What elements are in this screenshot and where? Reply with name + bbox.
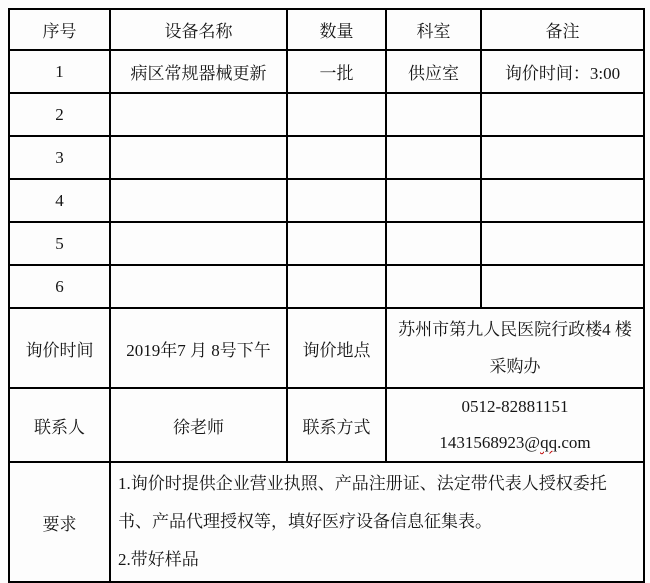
contact-method-label: 联系方式 [287, 388, 386, 462]
requirements-item1: 1.询价时提供企业营业执照、产品注册证、法定带代表人授权委托书、产品代理授权等，填好医疗设备信息征集表。 [118, 474, 607, 531]
cell-quantity: 一批 [287, 50, 386, 93]
requirements-label: 要求 [9, 462, 110, 582]
cell-serial: 6 [9, 265, 110, 308]
cell-equipment-name [110, 136, 287, 179]
contact-lines [389, 389, 641, 461]
cell-equipment-name: 病区常规器械更新 [110, 50, 287, 93]
cell-quantity [287, 136, 386, 179]
cell-department [386, 136, 481, 179]
table-header-row [9, 9, 644, 50]
cell-remark [481, 136, 644, 179]
cell-quantity [287, 265, 386, 308]
cell-quantity [287, 179, 386, 222]
table-row [9, 136, 644, 179]
cell-quantity [287, 93, 386, 136]
inquiry-time-value: 2019年7 月 8号下午 [110, 308, 287, 388]
cell-serial: 2 [9, 93, 110, 136]
inquiry-place-label: 询价地点 [287, 308, 386, 388]
contact-email [389, 425, 641, 461]
requirements-item2: 2.带好样品 [118, 550, 199, 569]
inquiry-row [9, 308, 644, 388]
cell-department [386, 179, 481, 222]
contact-person-label: 联系人 [9, 388, 110, 462]
header-department: 科室 [386, 9, 481, 50]
inquiry-place-value [386, 308, 644, 388]
requirements-value [110, 462, 644, 582]
table-row [9, 265, 644, 308]
contact-email-prefix: 1431568923@ [439, 433, 541, 452]
cell-department [386, 265, 481, 308]
cell-department [386, 93, 481, 136]
table-row [9, 50, 644, 93]
cell-remark: 询价时间：3:00 [481, 50, 644, 93]
contact-method-value [386, 388, 644, 462]
inquiry-table [8, 8, 645, 583]
header-quantity: 数量 [287, 9, 386, 50]
cell-serial: 1 [9, 50, 110, 93]
requirements-row [9, 462, 644, 582]
cell-equipment-name [110, 265, 287, 308]
cell-remark [481, 179, 644, 222]
header-equipment-name: 设备名称 [110, 9, 287, 50]
contact-email-suffix: .com [557, 433, 591, 452]
cell-remark [481, 222, 644, 265]
cell-department [386, 222, 481, 265]
header-remark: 备注 [481, 9, 644, 50]
table-row [9, 93, 644, 136]
cell-quantity [287, 222, 386, 265]
contact-email-squiggle: qq [540, 433, 558, 452]
cell-equipment-name [110, 93, 287, 136]
inquiry-place-lines [389, 311, 641, 385]
cell-serial: 5 [9, 222, 110, 265]
contact-person-value: 徐老师 [110, 388, 287, 462]
inquiry-place-line2: 采购办 [489, 357, 541, 376]
inquiry-time-label: 询价时间 [9, 308, 110, 388]
cell-remark [481, 93, 644, 136]
cell-equipment-name [110, 222, 287, 265]
cell-department: 供应室 [386, 50, 481, 93]
header-serial: 序号 [9, 9, 110, 50]
contact-phone: 0512-82881151 [461, 397, 569, 416]
table-row [9, 179, 644, 222]
table-row [9, 222, 644, 265]
cell-serial: 3 [9, 136, 110, 179]
cell-remark [481, 265, 644, 308]
cell-serial: 4 [9, 179, 110, 222]
cell-equipment-name [110, 179, 287, 222]
contact-row [9, 388, 644, 462]
inquiry-place-line1: 苏州市第九人民医院行政楼4 楼 [398, 320, 632, 339]
